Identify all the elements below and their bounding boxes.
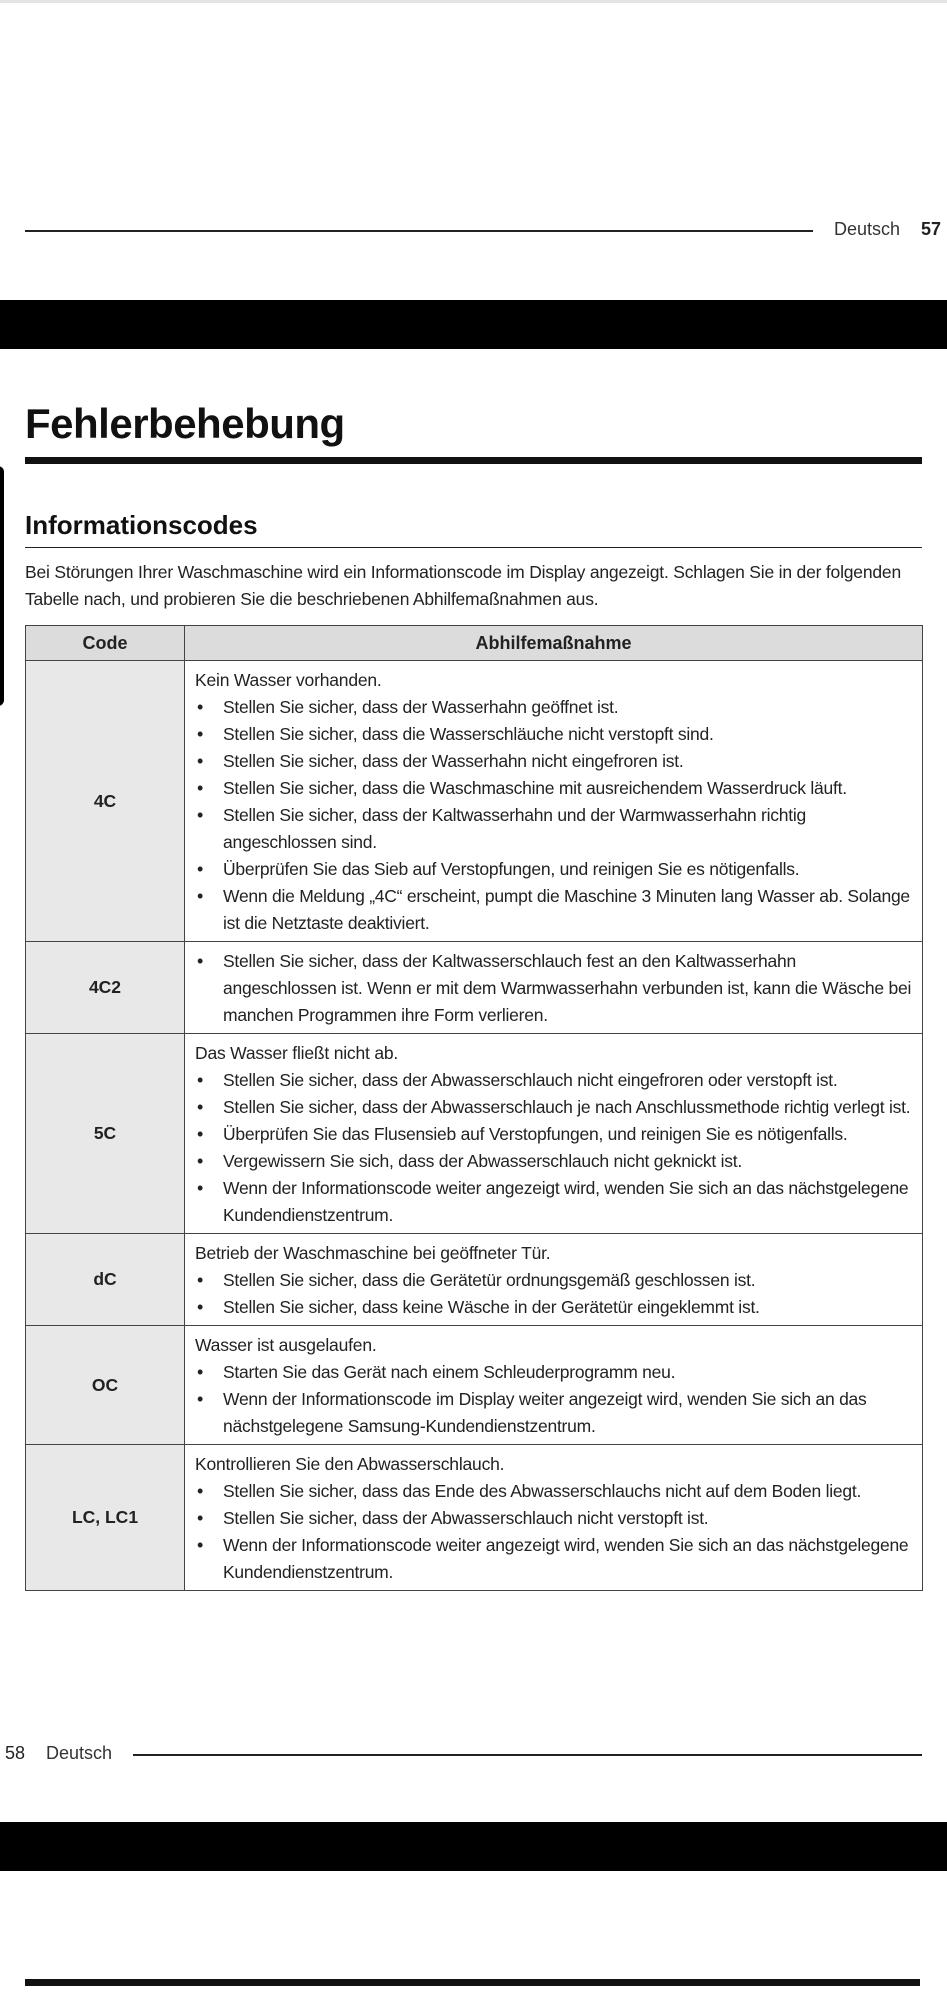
remedy-item: • Starten Sie das Gerät nach einem Schleuderprogramm neu. (195, 1359, 912, 1386)
header-language: Deutsch (834, 219, 901, 239)
remedy-item: • Stellen Sie sicher, dass das Ende des Abwasserschlauchs nicht auf dem Boden liegt. (195, 1478, 912, 1505)
intro-paragraph: Bei Störungen Ihrer Waschmaschine wird ein Informationscode im Display angezeigt. Schlagen Sie in der folgenden Tabelle nach, und probieren Sie die beschriebenen Abhilfemaßnahmen aus. (25, 562, 901, 609)
remedy-item: • Stellen Sie sicher, dass die Gerätetür ordnungsgemäß geschlossen ist. (195, 1267, 912, 1294)
footer-language: Deutsch (46, 1743, 113, 1763)
header-remedy: Abhilfemaßnahme (185, 626, 923, 661)
remedy-title: Kontrollieren Sie den Abwasserschlauch. (195, 1454, 505, 1474)
remedy-item: • Vergewissern Sie sich, dass der Abwasserschlauch nicht geknickt ist. (195, 1148, 912, 1175)
remedy-item: • Wenn die Meldung „4C“ erscheint, pumpt die Maschine 3 Minuten lang Wasser ab. Solange ist die Netztaste deaktiviert. (195, 883, 912, 937)
remedy-list (195, 1478, 912, 1586)
code-cell: OC (26, 1326, 185, 1445)
remedy-cell (185, 1326, 923, 1445)
table-row (26, 942, 923, 1034)
next-page-title-rule (25, 1979, 920, 1986)
code-cell: 4C (26, 661, 185, 942)
remedy-list (195, 1067, 912, 1229)
remedy-item: • Überprüfen Sie das Sieb auf Verstopfungen, und reinigen Sie es nötigenfalls. (195, 856, 912, 883)
table-row (26, 1234, 923, 1326)
footer-page-number: 58 (5, 1743, 26, 1763)
header-code: Code (26, 626, 185, 661)
table-header-row (26, 626, 923, 661)
remedy-item: • Wenn der Informationscode weiter angezeigt wird, wenden Sie sich an das nächstgelegene Kundendienstzentrum. (195, 1532, 912, 1586)
remedy-item: • Wenn der Informationscode im Display weiter angezeigt wird, wenden Sie sich an das nächstgelegene Samsung-Kundendienstzentrum. (195, 1386, 912, 1440)
remedy-title: Das Wasser fließt nicht ab. (195, 1043, 399, 1063)
remedy-cell (185, 1445, 923, 1591)
remedy-title: Kein Wasser vorhanden. (195, 670, 382, 690)
section-title-rule (25, 457, 922, 464)
header-rule (25, 230, 813, 232)
remedy-item: • Überprüfen Sie das Flusensieb auf Verstopfungen, und reinigen Sie es nötigenfalls. (195, 1121, 912, 1148)
code-cell: LC, LC1 (26, 1445, 185, 1591)
remedy-list (195, 948, 912, 1029)
remedy-item: • Stellen Sie sicher, dass die Waschmaschine mit ausreichendem Wasserdruck läuft. (195, 775, 912, 802)
remedy-list (195, 694, 912, 937)
remedy-item: • Stellen Sie sicher, dass der Wasserhahn geöffnet ist. (195, 694, 912, 721)
code-cell: 5C (26, 1034, 185, 1234)
footer-rule (133, 1754, 922, 1756)
code-cell: 4C2 (26, 942, 185, 1034)
remedy-item: • Stellen Sie sicher, dass der Abwasserschlauch nicht verstopft ist. (195, 1505, 912, 1532)
side-tab-marker (0, 466, 4, 706)
remedy-title: Betrieb der Waschmaschine bei geöffneter Tür. (195, 1243, 551, 1263)
remedy-cell (185, 1234, 923, 1326)
subsection-title: Informationscodes (25, 510, 258, 540)
remedy-item: • Wenn der Informationscode weiter angezeigt wird, wenden Sie sich an das nächstgelegene Kundendienstzentrum. (195, 1175, 912, 1229)
remedy-list (195, 1267, 912, 1321)
information-codes-table (25, 625, 923, 1591)
remedy-item: • Stellen Sie sicher, dass der Abwasserschlauch nicht eingefroren oder verstopft ist. (195, 1067, 912, 1094)
remedy-item: • Stellen Sie sicher, dass der Abwasserschlauch je nach Anschlussmethode richtig verlegt ist. (195, 1094, 912, 1121)
remedy-cell (185, 942, 923, 1034)
remedy-item: • Stellen Sie sicher, dass die Wasserschläuche nicht verstopft sind. (195, 721, 912, 748)
table-row (26, 1326, 923, 1445)
remedy-item: • Stellen Sie sicher, dass keine Wäsche in der Gerätetür eingeklemmt ist. (195, 1294, 912, 1321)
remedy-title: Wasser ist ausgelaufen. (195, 1335, 377, 1355)
section-title: Fehlerbehebung (25, 400, 345, 447)
remedy-item: • Stellen Sie sicher, dass der Wasserhahn nicht eingefroren ist. (195, 748, 912, 775)
remedy-list (195, 1359, 912, 1440)
top-edge-strip (0, 0, 947, 3)
table-body (26, 661, 923, 1591)
remedy-item: • Stellen Sie sicher, dass der Kaltwasserhahn und der Warmwasserhahn richtig angeschlossen sind. (195, 802, 912, 856)
header-page-number: 57 (921, 219, 942, 239)
table-row (26, 661, 923, 942)
remedy-cell (185, 661, 923, 942)
table-row (26, 1034, 923, 1234)
table-row (26, 1445, 923, 1591)
page-break-band (0, 300, 947, 349)
remedy-cell (185, 1034, 923, 1234)
subsection-rule (25, 547, 922, 548)
page-break-band-2 (0, 1822, 947, 1871)
remedy-item: • Stellen Sie sicher, dass der Kaltwasserschlauch fest an den Kaltwasserhahn angeschlossen ist. Wenn er mit dem Warmwasserhahn verbunden ist, kann die Wäsche bei manchen Programmen ihre Form verlieren. (195, 948, 912, 1029)
code-cell: dC (26, 1234, 185, 1326)
